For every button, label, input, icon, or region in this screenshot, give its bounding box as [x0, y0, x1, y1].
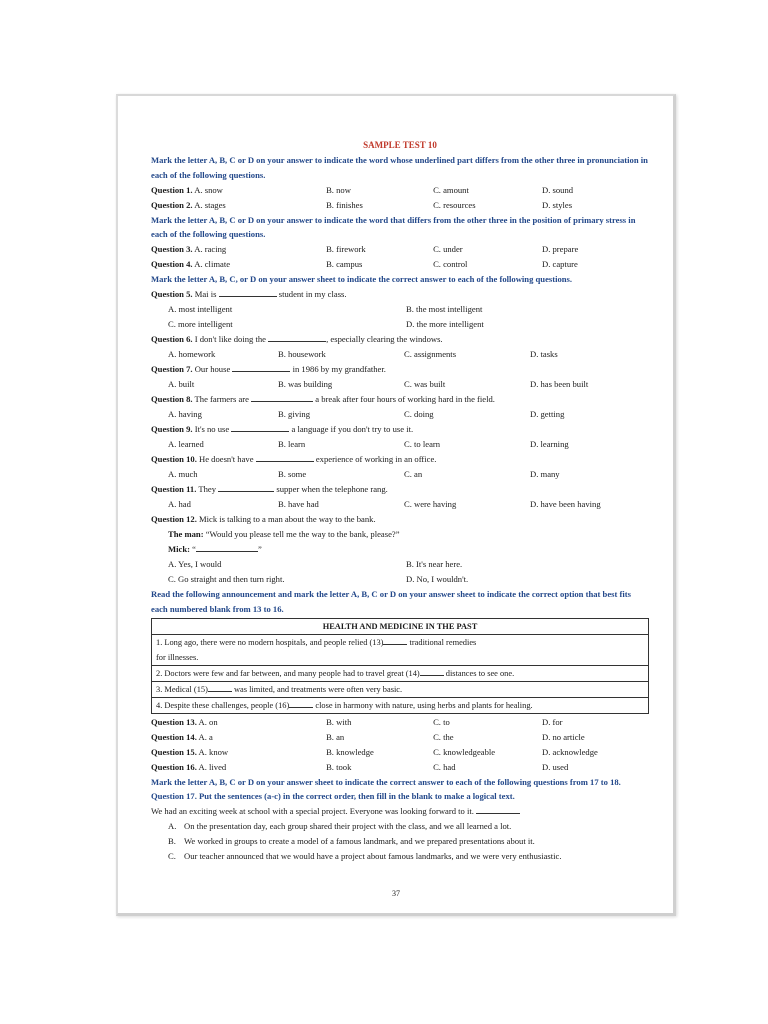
document-page: [116, 94, 676, 916]
question-3: Question 3. A. racing B. firework C. under D. prepare: [151, 244, 579, 255]
question-17: Question 17. Put the sentences (a-c) in the correct order, then fill in the blank to make a logical text.: [151, 791, 515, 802]
question-11: Question 11. They supper when the telephone rang.: [151, 483, 388, 494]
question-17-intro: We had an exciting week at school with a special project. Everyone was looking forward to it.: [151, 804, 649, 819]
page-content: SAMPLE TEST 10 Mark the letter A, B, C or D on your answer to indicate the word whose underlined part differs from the other three in pronunciation in each of the following questions. Question 1. A. snow B. now C. amount D. sound Question 2. A. stages B. finishes C. resources D. styles Mark the letter A, B, C or D on your answer to indicate the word that differs from the other three in the position of primary stress in each of the following questions. Question 3. A. racing B. firework C. under D. prepare Question 4. A. climate B. campus C. control D. capture Mark the letter A, B, C, or D on your answer sheet to indicate the correct answer to each of the following questions. Question 5. Mai is student in my class. A. most intelligent B. the most intelligent C. more intelligent D. the more intelligent Question 6. I don't like doing the , especially clearing the windows. A. homework B. housework C. assignments D. tasks Question 7. Our house in 1986 by my grandfather. A. built B. was building C. was built D. has been built Question 8. The farmers are a break after four hours of working hard in the field. A. having B. giving C. doing D. getting Question 9. It's no use a language if you don't try to use it. A. learned B. learn C. to learn D. learning Question 10. He doesn't have experience of working in an office. A. much B. some C. an D. many Question 11. They supper when the telephone rang. A. had B. have had C. were having D. have been having Question 12. Mick is talking to a man about the way to the bank. The man: “Would you please tell me the way to the bank, please?” Mick: “ ” A. Yes, I would B. It's near here. C. Go straight and then turn right. D. No, I wouldn't. Read the following announcement and mark the letter A, B, C or D on your answer sheet to indicate the correct option that best fits each numbered blank from 13 to 16. HEALTH AND MEDICINE IN THE PAST 1. Long ago, there were no modern hospitals, and people relied (13) traditional remedies for illnesses. 2. Doctors were few and far between, and many people had to travel great (14) distances to see one. 3. Medical (15) was limited, and treatments were often very basic. 4. Despite these challenges, people (16) close in harmony with nature, using herbs and plants for healing. Question 13. A. on B. with C. to D. for Question 14. A. a B. an C. the D. no article Question 15. A. know B. knowledge C. knowledgeable D. acknowledge Question 16. A. lived B. took C. had D. used Mark the letter A, B, C or D on your answer sheet to indicate the correct answer to each of the following questions from 17 to 18. Question 17. Put the sentences (a-c) in the correct order, then fill in the blank to make a logical text. We had an exciting week at school with a special project. Everyone was looking forward to it. A. On the presentation day, each group shared their project with the class, and we all learned a lot. B. We worked in groups to create a model of a famous landmark, and we prepared presentations about it. C. Our teacher announced that we would have a project about famous landmarks, and we were very enthusiastic.: [151, 138, 649, 864]
question-1: Question 1. A. snow B. now C. amount D. sound: [151, 184, 574, 195]
question-16: Question 16. A. lived B. took C. had D. used: [151, 761, 569, 772]
question-13: Question 13. A. on B. with C. to D. for: [151, 716, 563, 727]
test-title: SAMPLE TEST 10: [363, 140, 437, 150]
instruction-pronunciation: Mark the letter A, B, C or D on your answer to indicate the word whose underlined part differs from the other three in pronunciation in each of the following questions.: [151, 155, 648, 180]
question-17-options: A. On the presentation day, each group shared their project with the class, and we all learned a lot. B. We worked in groups to create a model of a famous landmark, and we prepared presentations about it. C. Our teacher announced that we would have a project about famous landmarks, and we were very enthusiastic.: [168, 821, 562, 862]
instruction-grammar: Mark the letter A, B, C, or D on your answer sheet to indicate the correct answer to each of the following questions.: [151, 274, 573, 285]
question-14: Question 14. A. a B. an C. the D. no article: [151, 731, 585, 742]
instruction-reading: Read the following announcement and mark the letter A, B, C or D on your answer sheet to indicate the correct option that best fits each numbered blank from 13 to 16.: [151, 588, 631, 614]
announcement-title: HEALTH AND MEDICINE IN THE PAST: [152, 619, 648, 635]
question-9: Question 9. It's no use a language if you don't try to use it.: [151, 423, 414, 434]
page-number: 37: [392, 889, 400, 898]
question-7: Question 7. Our house in 1986 by my grandfather.: [151, 363, 386, 374]
question-6: Question 6. I don't like doing the , especially clearing the windows.: [151, 333, 443, 344]
question-4: Question 4. A. climate B. campus C. control D. capture: [151, 259, 578, 270]
instruction-ordering: Mark the letter A, B, C or D on your answer sheet to indicate the correct answer to each of the following questions from 17 to 18.: [151, 776, 621, 787]
question-8: Question 8. The farmers are a break after four hours of working hard in the field.: [151, 393, 495, 404]
question-10: Question 10. He doesn't have experience of working in an office.: [151, 453, 437, 464]
question-15: Question 15. A. know B. knowledge C. knowledgeable D. acknowledge: [151, 746, 598, 757]
instruction-stress: Mark the letter A, B, C or D on your answer to indicate the word that differs from the other three in the position of primary stress in each of the following questions.: [151, 214, 636, 240]
question-5: Question 5. Mai is student in my class.: [151, 288, 347, 299]
announcement-box: HEALTH AND MEDICINE IN THE PAST 1. Long ago, there were no modern hospitals, and people relied (13) traditional remedies for illnesses. 2. Doctors were few and far between, and many people had to travel great (14) distances to see one. 3. Medical (15) was limited, and treatments were often very basic. 4. Despite these challenges, people (16) close in harmony with nature, using herbs and plants for healing.: [151, 618, 649, 714]
question-2: Question 2. A. stages B. finishes C. resources D. styles: [151, 199, 573, 210]
question-12: Question 12. Mick is talking to a man about the way to the bank.: [151, 513, 376, 524]
